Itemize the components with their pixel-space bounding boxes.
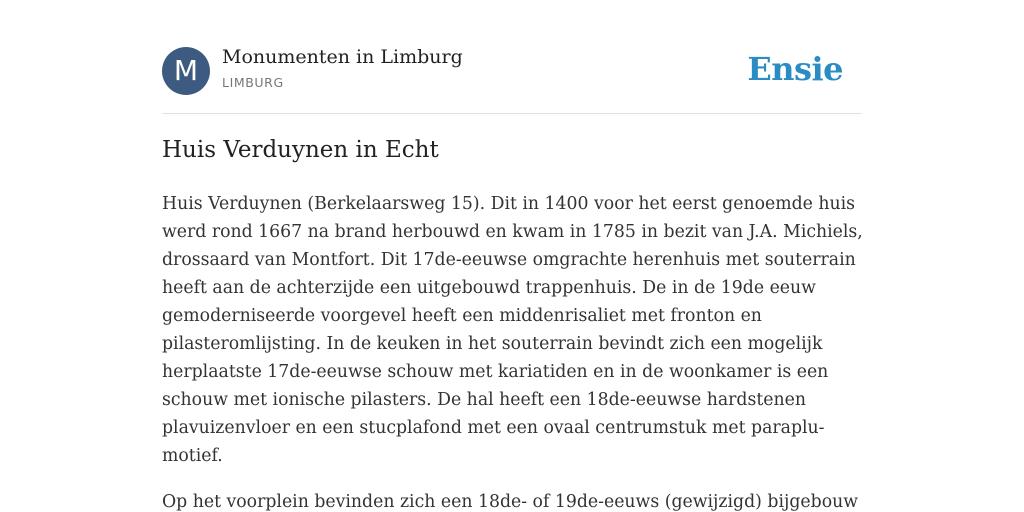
paragraph-line: Op het voorplein bevinden zich een 18de- of 19de-eeuws (gewijzigd) bijgebouw	[162, 492, 859, 512]
source-header	[162, 46, 862, 96]
paragraph-line: motief.	[162, 446, 223, 466]
article-paragraph-1	[162, 190, 862, 470]
paragraph-line: heeft aan de achterzijde een uitgebouwd trappenhuis. De in de 19de eeuw	[162, 278, 816, 298]
paragraph-line: gemoderniseerde voorgevel heeft een middenrisaliet met fronton en	[162, 306, 762, 326]
paragraph-line: schouw met ionische pilasters. De hal heeft een 18de-eeuwse hardstenen	[162, 390, 806, 410]
paragraph-line: plavuizenvloer en een stucplafond met een ovaal centrumstuk met paraplu-	[162, 418, 825, 438]
header-divider	[162, 113, 862, 114]
paragraph-line: Huis Verduynen (Berkelaarsweg 15). Dit in 1400 voor het eerst genoemde huis	[162, 194, 856, 214]
article-title: Huis Verduynen in Echt	[162, 137, 439, 163]
brand-logo[interactable]: Ensie	[747, 50, 843, 88]
avatar[interactable]: M	[162, 47, 210, 95]
article-paragraph-2	[162, 488, 862, 512]
paragraph-line: herplaatste 17de-eeuwse schouw met kariatiden en in de woonkamer is een	[162, 362, 829, 382]
source-subtitle[interactable]: LIMBURG	[222, 75, 284, 90]
paragraph-line: drossaard van Montfort. Dit 17de-eeuwse omgrachte herenhuis met souterrain	[162, 250, 856, 270]
source-title[interactable]: Monumenten in Limburg	[222, 46, 463, 68]
paragraph-line: werd rond 1667 na brand herbouwd en kwam in 1785 in bezit van J.A. Michiels,	[162, 222, 863, 242]
paragraph-line: pilasteromlijsting. In de keuken in het souterrain bevindt zich een mogelijk	[162, 334, 823, 354]
